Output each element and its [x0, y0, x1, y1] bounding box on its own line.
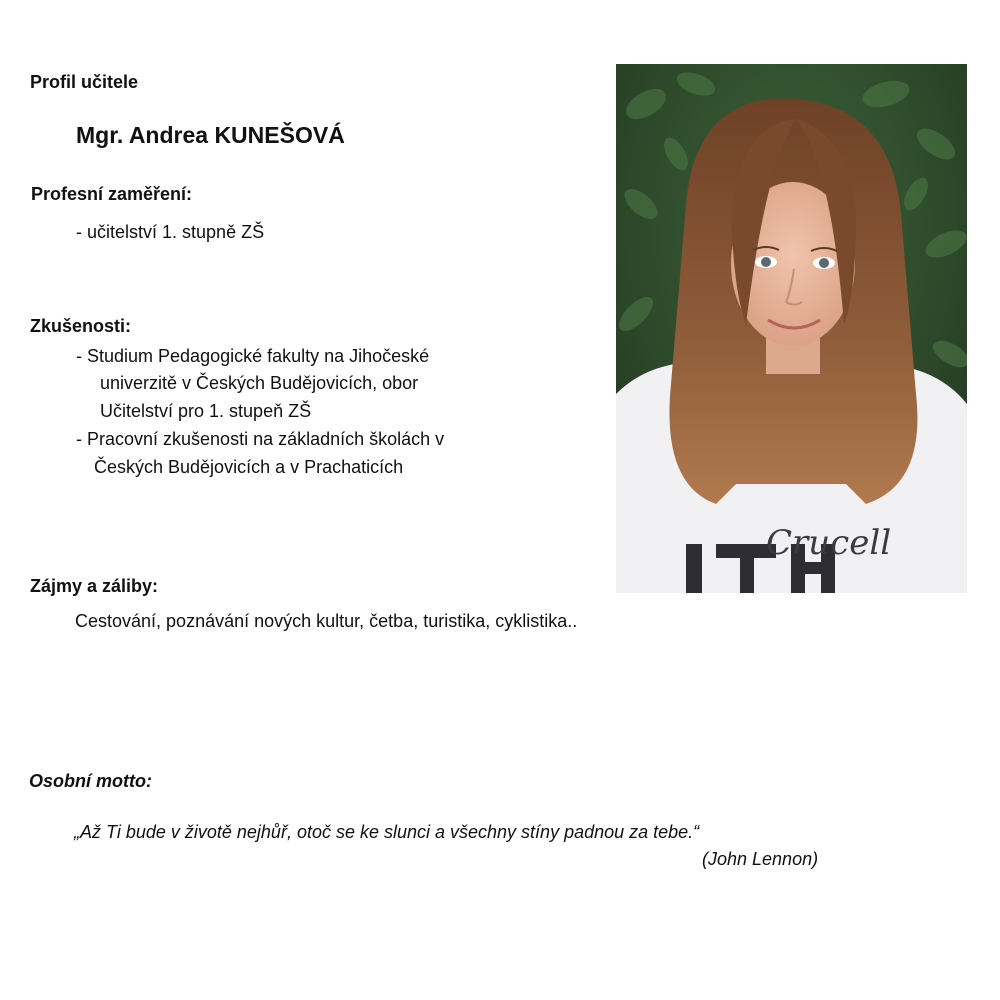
experience-line: - Pracovní zkušenosti na základních školách v — [76, 429, 445, 449]
motto-author: (John Lennon) — [702, 849, 819, 869]
motto-quote: „Až Ti bude v životě nejhůř, otoč se ke slunci a všechny stíny padnou za tebe.“ — [74, 822, 700, 842]
experience-line: - Studium Pedagogické fakulty na Jihočeské — [76, 346, 430, 366]
teacher-name: Mgr. Andrea KUNEŠOVÁ — [76, 122, 345, 148]
experience-heading: Zkušenosti: — [30, 316, 132, 336]
focus-item: - učitelství 1. stupně ZŠ — [76, 222, 265, 242]
experience-line: univerzitě v Českých Budějovicích, obor — [100, 373, 419, 393]
shirt-print-text: Crucell — [766, 523, 892, 563]
portrait-photo — [616, 64, 967, 593]
focus-heading: Profesní zaměření: — [31, 184, 193, 204]
page-title: Profil učitele — [30, 72, 139, 92]
hobbies-text: Cestování, poznávání nových kultur, četba, turistika, cyklistika.. — [75, 611, 578, 631]
experience-line: Českých Budějovicích a v Prachaticích — [94, 457, 404, 477]
hobbies-heading: Zájmy a záliby: — [30, 576, 159, 596]
motto-heading: Osobní motto: — [29, 771, 152, 791]
experience-line: Učitelství pro 1. stupeň ZŠ — [100, 401, 312, 421]
